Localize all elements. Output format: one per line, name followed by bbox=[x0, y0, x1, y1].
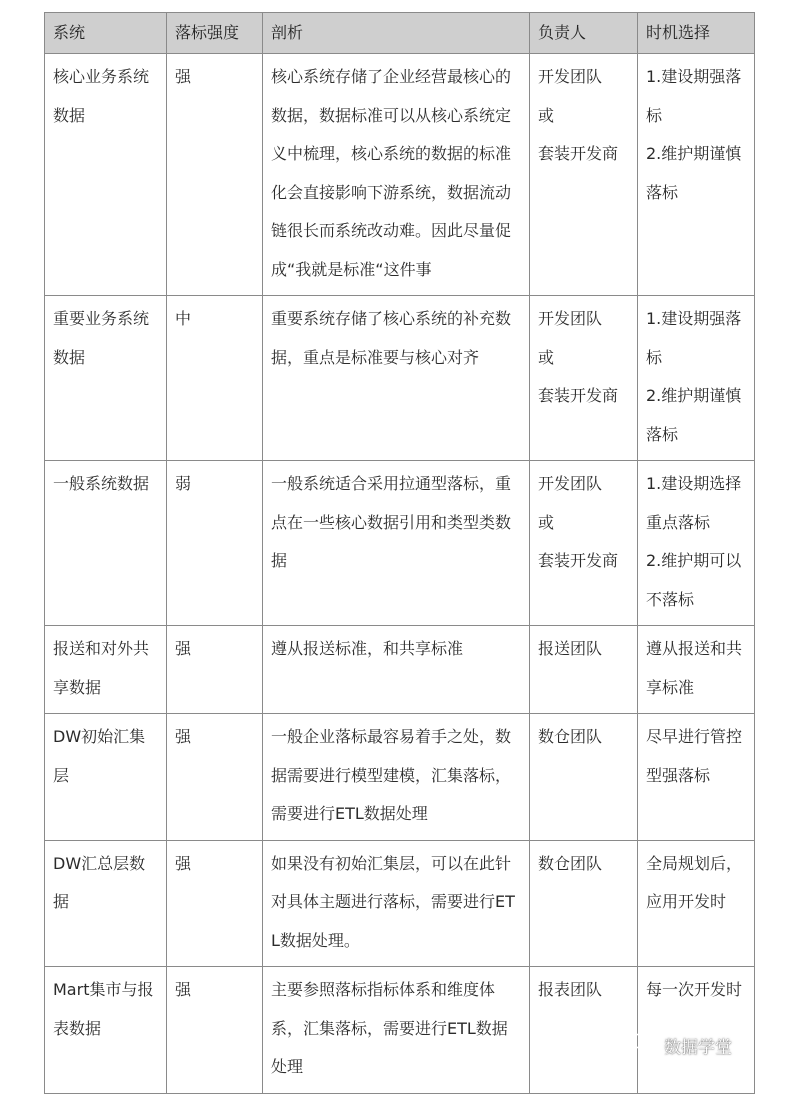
analysis-cell: 一般系统适合采用拉通型落标，重点在一些核心数据引用和类型类数据 bbox=[263, 461, 530, 626]
strength-cell: 弱 bbox=[167, 461, 263, 626]
owner-line: 套装开发商 bbox=[538, 386, 619, 405]
owner-line: 数仓团队 bbox=[538, 727, 603, 746]
header-strength: 落标强度 bbox=[167, 13, 263, 54]
analysis-cell: 一般企业落标最容易着手之处，数据需要进行模型建模，汇集落标，需要进行ETL数据处理 bbox=[263, 714, 530, 841]
strength-cell: 强 bbox=[167, 967, 263, 1094]
table-row bbox=[45, 626, 755, 714]
timing-line: 2.维护期可以不落标 bbox=[646, 551, 742, 609]
owner-line: 或 bbox=[538, 347, 555, 367]
timing-cell bbox=[638, 626, 755, 714]
timing-line: 遵从报送和共享标准 bbox=[646, 639, 743, 697]
system-cell: 重要业务系统数据 bbox=[45, 296, 167, 461]
timing-cell bbox=[638, 54, 755, 296]
timing-line: 1.建设期强落标 bbox=[646, 309, 742, 367]
watermark bbox=[632, 1028, 772, 1062]
table-row bbox=[45, 714, 755, 841]
analysis-cell: 重要系统存储了核心系统的补充数据，重点是标准要与核心对齐 bbox=[263, 296, 530, 461]
timing-cell bbox=[638, 296, 755, 461]
watermark-text: 数据学堂 bbox=[664, 1037, 732, 1058]
owner-cell bbox=[530, 626, 638, 714]
owner-cell bbox=[530, 296, 638, 461]
data-standard-table bbox=[44, 12, 755, 1094]
owner-cell bbox=[530, 54, 638, 296]
owner-line: 开发团队 bbox=[538, 474, 603, 493]
system-cell: 核心业务系统数据 bbox=[45, 54, 167, 296]
timing-line: 2.维护期谨慎落标 bbox=[646, 386, 742, 444]
system-cell: DW初始汇集层 bbox=[45, 714, 167, 841]
timing-cell bbox=[638, 840, 755, 967]
owner-line: 报表团队 bbox=[538, 980, 603, 999]
system-cell: Mart集市与报表数据 bbox=[45, 967, 167, 1094]
strength-cell: 强 bbox=[167, 840, 263, 967]
owner-line: 开发团队 bbox=[538, 309, 603, 328]
strength-cell: 强 bbox=[167, 54, 263, 296]
table-row bbox=[45, 840, 755, 967]
owner-line: 开发团队 bbox=[538, 67, 603, 86]
header-timing: 时机选择 bbox=[638, 13, 755, 54]
timing-cell bbox=[638, 714, 755, 841]
system-cell: 一般系统数据 bbox=[45, 461, 167, 626]
timing-cell bbox=[638, 461, 755, 626]
owner-cell bbox=[530, 840, 638, 967]
header-system: 系统 bbox=[45, 13, 167, 54]
header-owner: 负责人 bbox=[530, 13, 638, 54]
owner-line: 套装开发商 bbox=[538, 144, 619, 163]
owner-line: 数仓团队 bbox=[538, 853, 603, 873]
strength-cell: 中 bbox=[167, 296, 263, 461]
system-cell: DW汇总层数据 bbox=[45, 840, 167, 967]
timing-line: 1.建设期选择重点落标 bbox=[646, 474, 742, 532]
owner-line: 或 bbox=[538, 105, 555, 125]
owner-cell bbox=[530, 714, 638, 841]
timing-line: 每一次开发时 bbox=[646, 980, 743, 999]
wechat-icon bbox=[632, 1032, 658, 1059]
system-cell: 报送和对外共享数据 bbox=[45, 626, 167, 714]
table-row bbox=[45, 54, 755, 296]
table-row bbox=[45, 296, 755, 461]
analysis-cell: 如果没有初始汇集层，可以在此针对具体主题进行落标，需要进行ETL数据处理。 bbox=[263, 840, 530, 967]
strength-cell: 强 bbox=[167, 714, 263, 841]
analysis-cell: 遵从报送标准，和共享标准 bbox=[263, 626, 530, 714]
strength-cell: 强 bbox=[167, 626, 263, 714]
timing-line: 2.维护期谨慎落标 bbox=[646, 144, 742, 202]
timing-line: 1.建设期强落标 bbox=[646, 67, 742, 125]
owner-line: 报送团队 bbox=[538, 639, 603, 658]
header-analysis: 剖析 bbox=[263, 13, 530, 54]
timing-line: 全局规划后，应用开发时 bbox=[646, 853, 743, 911]
table-header-row bbox=[45, 13, 755, 54]
owner-cell bbox=[530, 967, 638, 1094]
timing-line: 尽早进行管控型强落标 bbox=[646, 727, 743, 785]
table-row bbox=[45, 461, 755, 626]
owner-cell bbox=[530, 461, 638, 626]
owner-line: 或 bbox=[538, 512, 555, 532]
analysis-cell: 核心系统存储了企业经营最核心的数据，数据标准可以从核心系统定义中梳理，核心系统的数据的标准化会直接影响下游系统，数据流动链很长而系统改动难。因此尽量促成“我就是标准“这件事 bbox=[263, 54, 530, 296]
analysis-cell: 主要参照落标指标体系和维度体系，汇集落标，需要进行ETL数据处理 bbox=[263, 967, 530, 1094]
owner-line: 套装开发商 bbox=[538, 551, 619, 570]
